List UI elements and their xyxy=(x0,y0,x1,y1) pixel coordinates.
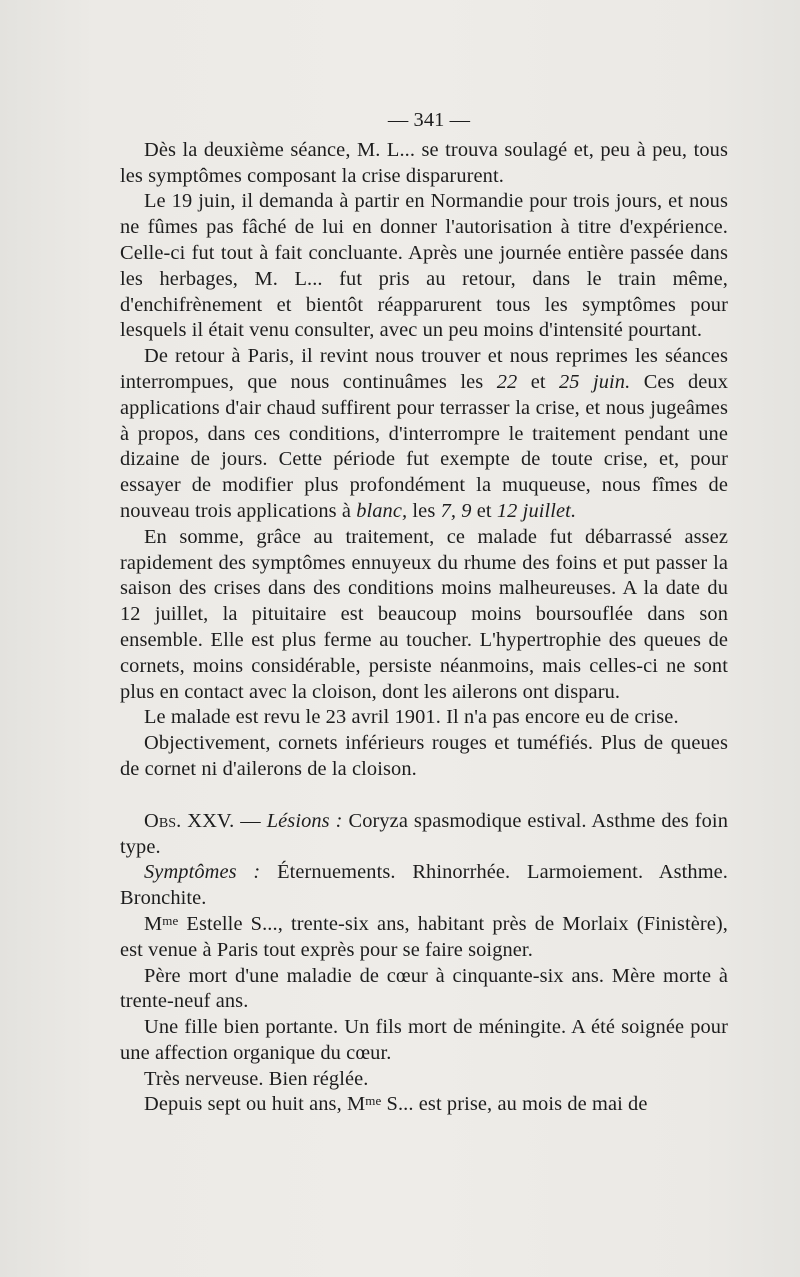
symptoms-label: Symptômes : xyxy=(144,861,261,884)
paragraph-7 xyxy=(120,912,728,964)
paragraph-11-part-b: S... est prise, au mois de mai de xyxy=(386,1093,648,1116)
dates-7-9: 7, 9 xyxy=(440,499,472,522)
word-blanc: blanc, xyxy=(356,499,408,522)
paragraph-3-et-2: et xyxy=(476,499,492,522)
paragraph-9: Une fille bien portante. Un fils mort de méningite. A été soignée pour une affection organique du cœur. xyxy=(120,1016,728,1064)
paragraph-3-part-a: De retour à Paris, il revint nous trouver et nous reprimes les séances interrompues, que nous continuâmes les xyxy=(120,345,728,393)
symptoms-line xyxy=(120,860,728,912)
paragraph-8: Père mort d'une maladie de cœur à cinquante-six ans. Mère morte à trente-neuf ans. xyxy=(120,964,728,1013)
observation-heading xyxy=(120,809,728,861)
madame-abbrev-sup: me xyxy=(162,912,179,928)
paragraph-6: Objectivement, cornets inférieurs rouges et tuméfiés. Plus de queues de cornet ni d'ailerons de la cloison. xyxy=(120,732,728,780)
lesions-label: Lésions : xyxy=(266,809,343,832)
madame-abbrev-m: M xyxy=(144,912,163,935)
observation-label: Obs. XXV. — xyxy=(144,809,261,832)
paragraph-11-part-a: Depuis sept ou huit ans, xyxy=(144,1093,342,1116)
date-22: 22 xyxy=(496,370,518,393)
date-12-juillet: 12 juillet. xyxy=(496,499,577,522)
paragraph-11 xyxy=(120,1092,728,1118)
date-25-juin: 25 juin. xyxy=(559,370,631,393)
paragraph-3-les: les xyxy=(412,499,436,522)
paragraph-3-part-c: Ces deux applications d'air chaud suffirent pour terrasser la crise, et nous jugeâmes à propos, dans ces conditions, d'interrompre le traitement pendant une dizaine de jours. Cette période fut exempte de toute crise, et, pour essayer de modifier plus profondément la muqueuse, nous fîmes de nouveau trois applications à xyxy=(120,370,728,522)
paragraph-3-et: et xyxy=(530,370,546,393)
symptoms-text: Éternuements. Rhinorrhée. Larmoiement. Asthme. Bronchite. xyxy=(120,861,729,910)
madame-abbrev-sup-2: me xyxy=(365,1093,382,1109)
page-number: — 341 — xyxy=(387,109,471,131)
section-gap xyxy=(120,783,728,809)
lesions-text: Coryza spasmodique estival. Asthme des foin type. xyxy=(120,809,728,858)
paragraph-2: Le 19 juin, il demanda à partir en Normandie pour trois jours, et nous ne fûmes pas fâché de lui en donner l'autorisation à titre d'expérience. Celle-ci fut tout à fait concluante. Après une journée entière passée dans les herbages, M. L... fut pris au retour, dans le train même, d'enchifrènement et bientôt réapparurent tous les symptômes pour lesquels il était venu consulter, avec un peu moins d'intensité pourtant. xyxy=(120,190,728,342)
page-text xyxy=(120,108,728,1118)
paragraph-5: Le malade est revu le 23 avril 1901. Il n'a pas encore eu de crise. xyxy=(144,706,679,729)
madame-abbrev-m-2: M xyxy=(347,1093,366,1116)
paragraph-1: Dès la deuxième séance, M. L... se trouva soulagé et, peu à peu, tous les symptômes composant la crise disparurent. xyxy=(120,138,728,187)
paragraph-10: Très nerveuse. Bien réglée. xyxy=(144,1067,369,1090)
paragraph-7-text: Estelle S..., trente-six ans, habitant près de Morlaix (Finistère), est venue à Paris tout exprès pour se faire soigner. xyxy=(120,912,728,961)
paragraph-4: En somme, grâce au traitement, ce malade fut débarrassé assez rapidement des symptômes ennuyeux du rhume des foins et put passer la saison des crises dans des conditions moins malheureuses. A la date du 12 juillet, la pituitaire est beaucoup moins boursouflée dans son ensemble. Elle est plus ferme au toucher. L'hypertrophie des queues de cornets, moins considérable, persiste néanmoins, mais celles-ci ne sont plus en contact avec la cloison, dont les ailerons ont disparu. xyxy=(120,525,728,703)
paragraph-3 xyxy=(120,344,728,525)
